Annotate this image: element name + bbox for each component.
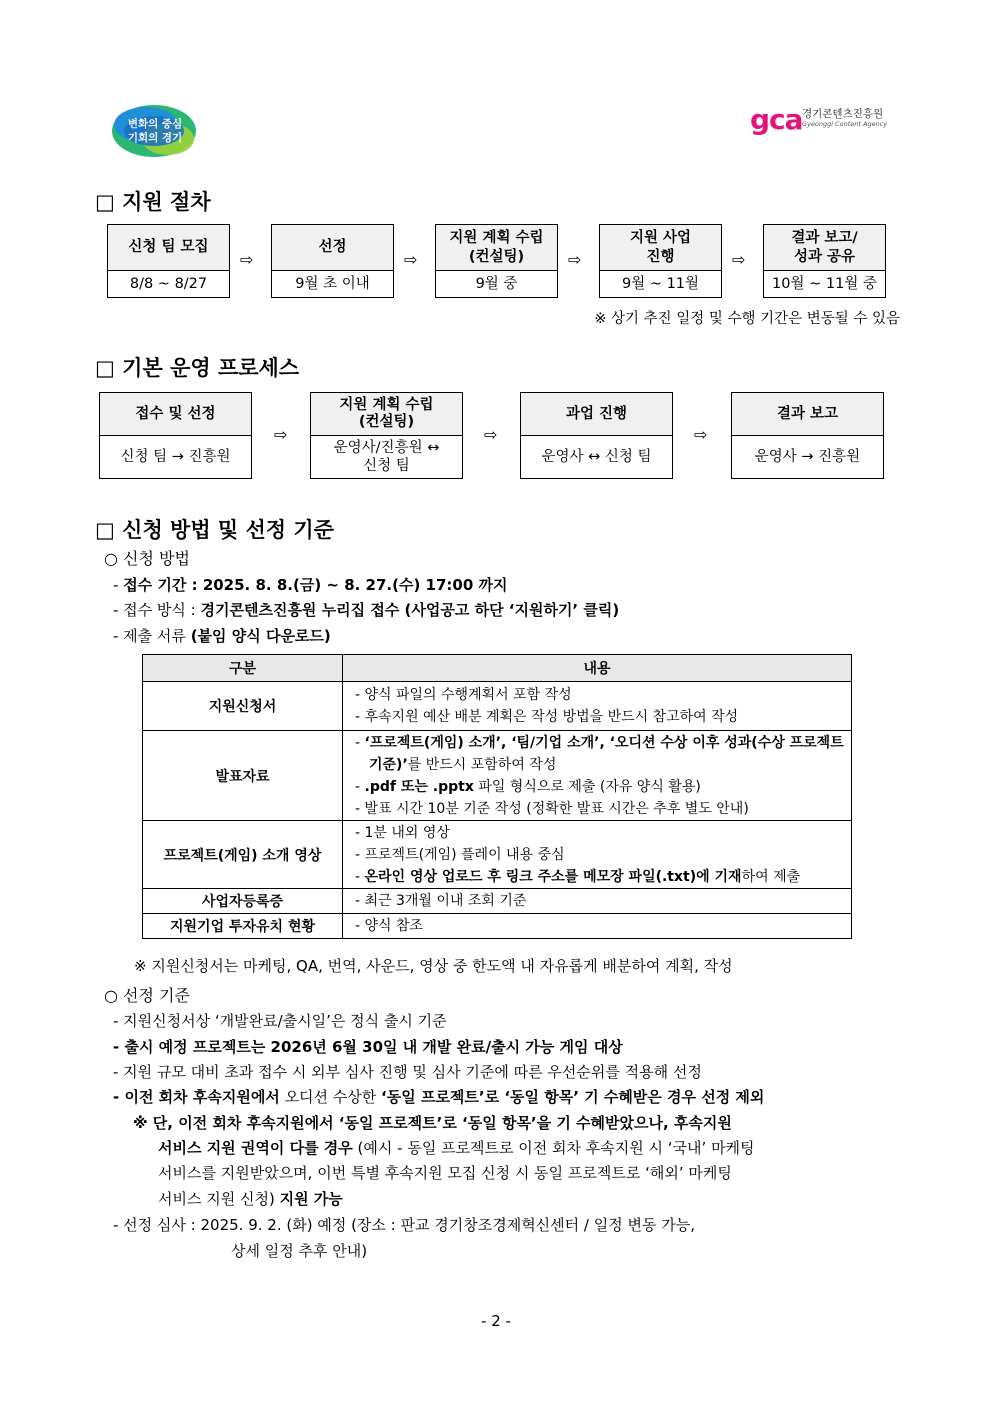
arrow-icon: ⇨ (240, 250, 254, 269)
process-actor: 운영사 → 진흥원 (754, 448, 861, 465)
section3-title: □ 신청 방법 및 선정 기준 (95, 518, 334, 542)
step-label: 결과 보고/ 성과 공유 (764, 225, 885, 271)
row-name: 지원신청서 (143, 682, 343, 731)
row-name: 발표자료 (143, 731, 343, 821)
criteria-title: ○ 선정 기준 (104, 986, 190, 1005)
arrow-icon: ⇨ (484, 425, 498, 444)
process-box (310, 392, 463, 479)
period-prefix: - (113, 576, 124, 594)
row-line: - ‘프로젝트(게임) 소개’, ‘팀/기업 소개’, ‘오디션 수상 이후 성과(수상 프로젝트 기준)’를 반드시 포함하여 작성 (355, 734, 844, 773)
channel-line (113, 599, 619, 620)
step-date: 8/8 ~ 8/27 (129, 275, 208, 292)
channel-text: 경기콘텐츠진흥원 누리집 접수 (사업공고 하단 ‘지원하기’ 클릭) (200, 601, 620, 619)
logo-gca (750, 103, 900, 143)
row-name: 프로젝트(게임) 소개 영상 (143, 821, 343, 889)
step-box (107, 224, 230, 298)
documents-table (142, 654, 852, 939)
section1-title: □ 지원 절차 (95, 190, 211, 214)
period-text: 접수 기간 : 2025. 8. 8.(금) ~ 8. 27.(수) 17:00 까지 (123, 576, 508, 594)
docs-text: (붙임 양식 다운로드) (190, 627, 331, 645)
process-box (731, 392, 884, 479)
row-content (343, 914, 852, 939)
arrow-icon: ⇨ (568, 250, 582, 269)
step-box (599, 224, 722, 298)
table-row (143, 889, 852, 914)
gca-name-en: Gyeonggi Content Agency (802, 120, 888, 128)
docs-line (113, 625, 331, 646)
logo-gyeonggi (110, 103, 198, 159)
logo-line2: 기회의 경기 (127, 132, 183, 144)
row-content (343, 889, 852, 914)
table-row (143, 821, 852, 889)
table-row (143, 914, 852, 939)
row-line: - 온라인 영상 업로드 후 링크 주소를 메모장 파일(.txt)에 기재하여 제출 (355, 868, 801, 885)
process-actor: 운영사 ↔ 신청 팀 (541, 448, 652, 465)
table-row (143, 682, 852, 731)
gca-mark: gca (750, 103, 803, 136)
criteria-exception-cont: 서비스 지원 신청) 지원 가능 (158, 1190, 343, 1208)
step-box (435, 224, 558, 298)
row-content (343, 682, 852, 731)
process-label: 접수 및 선정 (100, 393, 251, 436)
process-label: 과업 진행 (521, 393, 672, 436)
criteria-item-cont: 상세 일정 추후 안내) (231, 1242, 368, 1260)
arrow-icon: ⇨ (694, 425, 708, 444)
row-line: - 최근 3개월 이내 조회 기준 (355, 893, 527, 909)
process-actor: 신청 팀 → 진흥원 (120, 448, 231, 465)
period-line (113, 574, 508, 595)
process-box (520, 392, 673, 479)
arrow-icon: ⇨ (732, 250, 746, 269)
header-category: 구분 (143, 655, 343, 682)
step-label: 지원 사업 진행 (600, 225, 721, 271)
table-note: ※ 지원신청서는 마케팅, QA, 번역, 사운드, 영상 중 한도액 내 자유롭게 배분하여 계획, 작성 (134, 957, 733, 975)
row-line: - 양식 참조 (355, 918, 424, 934)
criteria-exception: ※ 단, 이전 회차 후속지원에서 ‘동일 프로젝트’로 ‘동일 항목’을 기 수혜받았으나, 후속지원 (133, 1114, 732, 1132)
row-content (343, 821, 852, 889)
criteria-exception-cont: 서비스를 지원받았으며, 이번 특별 후속지원 모집 신청 시 동일 프로젝트로 ‘해외’ 마케팅 (158, 1164, 732, 1182)
process-label: 지원 계획 수립 (컨설팅) (311, 393, 462, 436)
step-label: 신청 팀 모집 (108, 225, 229, 271)
process-label: 결과 보고 (732, 393, 883, 436)
row-line: - 발표 시간 10분 기준 작성 (정확한 발표 시간은 추후 별도 안내) (355, 800, 749, 817)
row-name: 사업자등록증 (143, 889, 343, 914)
arrow-icon: ⇨ (404, 250, 418, 269)
row-line: - .pdf 또는 .pptx 파일 형식으로 제출 (자유 양식 활용) (355, 778, 701, 795)
step-box (271, 224, 394, 298)
header-content: 내용 (343, 655, 852, 682)
channel-prefix: - 접수 방식 : (113, 601, 201, 619)
criteria-item: - 지원신청서상 ‘개발완료/출시일’은 정식 출시 기준 (113, 1012, 447, 1030)
page-number: - 2 - (481, 1312, 511, 1330)
step-label: 지원 계획 수립 (컨설팅) (436, 225, 557, 271)
row-line: - 양식 파일의 수행계획서 포함 작성 (355, 687, 572, 703)
process-box (99, 392, 252, 479)
arrow-icon: ⇨ (274, 425, 288, 444)
table-row (143, 731, 852, 821)
schedule-note: ※ 상기 추진 일정 및 수행 기간은 변동될 수 있음 (594, 311, 900, 327)
row-line: - 프로젝트(게임) 플레이 내용 중심 (355, 846, 565, 863)
row-content (343, 731, 852, 821)
step-box (763, 224, 886, 298)
row-name: 지원기업 투자유치 현황 (143, 914, 343, 939)
logo-line1: 변화의 중심 (127, 118, 183, 130)
step-label: 선정 (272, 225, 393, 271)
step-date: 10월 ~ 11월 중 (772, 275, 877, 292)
gca-name-kr: 경기콘텐츠진흥원 (802, 108, 884, 120)
criteria-item: - 선정 심사 : 2025. 9. 2. (화) 예정 (장소 : 판교 경기창조경제혁신센터 / 일정 변동 가능, (113, 1216, 695, 1234)
row-line: - 1분 내외 영상 (355, 824, 450, 841)
step-date: 9월 초 이내 (295, 275, 370, 292)
table-header-row (143, 655, 852, 682)
step-date: 9월 중 (475, 275, 518, 292)
row-line: - 후속지원 예산 배분 계획은 작성 방법을 반드시 참고하여 작성 (355, 709, 739, 725)
method-title: ○ 신청 방법 (104, 549, 190, 568)
process-actor: 운영사/진흥원 ↔ 신청 팀 (333, 439, 440, 474)
criteria-item: - 출시 예정 프로젝트는 2026년 6월 30일 내 개발 완료/출시 가능 게임 대상 (113, 1038, 623, 1056)
criteria-item: - 이전 회차 후속지원에서 오디션 수상한 ‘동일 프로젝트’로 ‘동일 항목’ 기 수혜받은 경우 선정 제외 (113, 1088, 765, 1106)
criteria-item: - 지원 규모 대비 초과 접수 시 외부 심사 진행 및 심사 기준에 따른 우선순위를 적용해 선정 (113, 1063, 702, 1081)
step-date: 9월 ~ 11월 (621, 275, 700, 292)
docs-prefix: - 제출 서류 (113, 627, 191, 645)
section2-title: □ 기본 운영 프로세스 (95, 356, 300, 380)
criteria-exception-cont: 서비스 지원 권역이 다를 경우 (예시 - 동일 프로젝트로 이전 회차 후속지원 시 ‘국내’ 마케팅 (158, 1139, 755, 1157)
